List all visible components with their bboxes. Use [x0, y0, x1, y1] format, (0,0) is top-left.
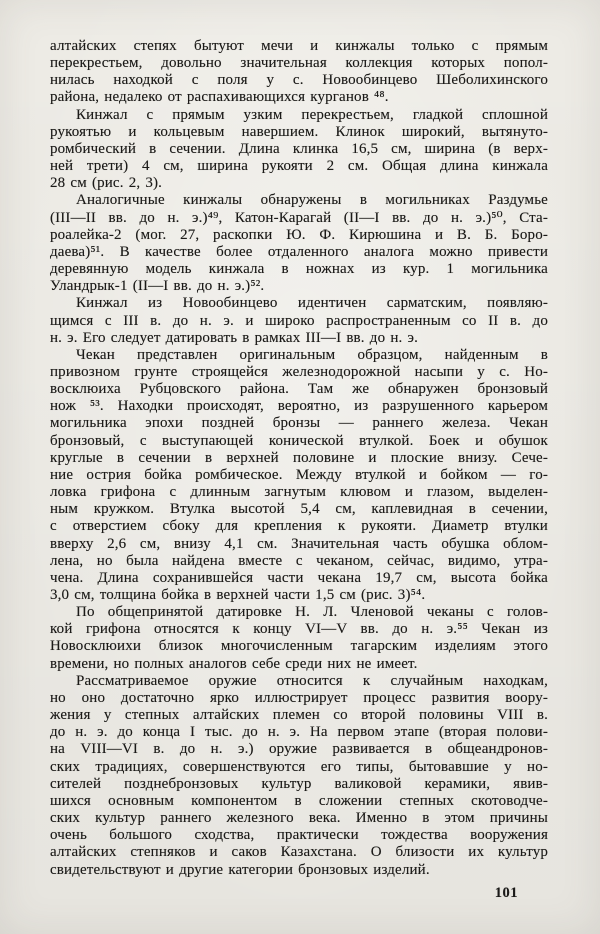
text-line: могильника эпохи поздней бронзы — раннего железа. Чекан: [50, 415, 548, 432]
text-line: района, недалеко от распахивающихся курганов ⁴⁸.: [50, 89, 389, 106]
text-line: Кинжал из Новообинцево идентичен сарматским, появляю-: [76, 295, 548, 312]
text-line: По общепринятой датировке Н. Л. Членовой чеканы с голов-: [76, 604, 548, 621]
text-line: 3,0 см, толщина бойка в верхней части 1,5 см (рис. 3)⁵⁴.: [50, 587, 426, 603]
text-line: н. э. Его следует датировать в рамках III—I вв. до н. э.: [50, 329, 418, 346]
text-line: (III—II вв. до н. э.)⁴⁹, Катон-Карагай (II—I вв. до н. э.)⁵⁰, Ста-: [50, 209, 548, 226]
text-line: ние острия бойка ромбическое. Между втулкой и бойком — го-: [50, 466, 548, 483]
text-line: рукоятью и кольцевым навершием. Клинок широкий, вытянуто-: [50, 123, 548, 140]
text-line: круглые в сечении в верхней половине и плоские внизу. Сече-: [50, 449, 548, 466]
text-line: перекрестьем, довольно значительная коллекция которых попол-: [50, 55, 548, 72]
text-line: нож ⁵³. Находки происходят, вероятно, из разрушенного карьером: [50, 398, 548, 415]
text-line: ских традициях, совершенствуются его типы, бытовавшие у но-: [50, 758, 548, 775]
text-line: чена. Длина сохранившейся части чекана 19,7 см, высота бойка: [50, 569, 548, 586]
text-line: восклюиха Рубцовского района. Там же обнаружен бронзовый: [50, 381, 548, 398]
text-line: очень большого сходства, практически тождества вооружения: [50, 827, 548, 844]
text-line: ней трети) 4 см, ширина рукояти 2 см. Общая длина кинжала: [50, 158, 548, 175]
text-line: даева)⁵¹. В качестве более отдаленного аналога можно привести: [50, 243, 548, 260]
text-line: бронзовый, с выступающей конической втулкой. Боек и обушок: [50, 432, 548, 449]
text-line: роалейка-2 (мог. 27, раскопки Ю. Ф. Кирюшина и В. Б. Боро-: [50, 226, 548, 243]
paragraph: [50, 295, 548, 346]
text-line: Уландрык-1 (II—I вв. до н. э.)⁵².: [50, 278, 265, 295]
text-line: жения у степных алтайских племен со второй половины VIII в.: [50, 707, 548, 724]
paragraph: [50, 673, 548, 879]
text-line: кой грифона относятся к концу VI—V вв. до н. э.⁵⁵ Чекан из: [50, 621, 548, 638]
text-line: деревянную модель кинжала в ножнах из кур. 1 могильника: [50, 261, 548, 278]
text-line: ным кружком. Втулка высотой 5,4 см, каплевидная в сечении,: [50, 501, 548, 518]
text-line: с отверстием сбоку для крепления к рукояти. Диаметр втулки: [50, 518, 548, 535]
text-line: 28 см (рис. 2, 3).: [50, 175, 163, 192]
paragraph: [50, 604, 548, 673]
text-line: Новосклюихи близок многочисленным тагарским изделиям этого: [50, 638, 548, 655]
text-line: вверху 2,6 см, внизу 4,1 см. Значительная часть обушка облом-: [50, 535, 548, 552]
text-line: нилась находкой с поля у с. Новообинцево Шеболихинского: [50, 72, 548, 89]
text-line: Кинжал с прямым узким перекрестьем, гладкой сплошной: [76, 106, 548, 123]
text-line: сителей позднебронзовых культур валиковой керамики, явив-: [50, 775, 548, 792]
text-line: шихся основным компонентом в сложении степных скотоводче-: [50, 792, 548, 809]
text-line: алтайских степях бытуют мечи и кинжалы только с прямым: [50, 38, 548, 54]
paragraph: [50, 107, 548, 193]
text-line: но оно достаточно ярко иллюстрирует процесс развития воору-: [50, 689, 548, 706]
text-line: ловка грифона с длинным загнутым клювом и глазом, выделен-: [50, 484, 548, 501]
text-line: до н. э. до конца I тыс. до н. э. На первом этапе (вторая полови-: [50, 724, 548, 741]
text-line: Аналогичные кинжалы обнаружены в могильниках Раздумье: [76, 192, 548, 209]
paragraph: [50, 38, 548, 107]
text-line: ромбический в сечении. Длина клинка 16,5 см, ширина (в верх-: [50, 140, 548, 157]
paragraph: [50, 347, 548, 604]
text-block: [50, 38, 548, 879]
text-line: на VIII—VI в. до н. э.) оружие развивается в общеандронов-: [50, 741, 548, 758]
text-line: привозном грунте строящейся железнодорожной насыпи у с. Но-: [50, 363, 548, 380]
text-line: времени, но полных аналогов себе среди них не имеет.: [50, 655, 418, 672]
text-line: щимся с III в. до н. э. и широко распространенным со II в. до: [50, 312, 548, 329]
text-line: свидетельствуют и другие категории бронзовых изделий.: [50, 861, 430, 878]
paragraph: [50, 192, 548, 295]
page-number: 101: [494, 885, 518, 901]
text-line: Чекан представлен оригинальным образцом, найденным в: [76, 346, 548, 363]
text-line: ских культур раннего железного века. Именно в этом причины: [50, 810, 548, 827]
text-line: алтайских степняков и саков Казахстана. О близости их культур: [50, 844, 548, 861]
text-line: Рассматриваемое оружие относится к случайным находкам,: [76, 672, 548, 689]
text-line: лена, но была найдена вместе с чеканом, сейчас, видимо, утра-: [50, 552, 548, 569]
